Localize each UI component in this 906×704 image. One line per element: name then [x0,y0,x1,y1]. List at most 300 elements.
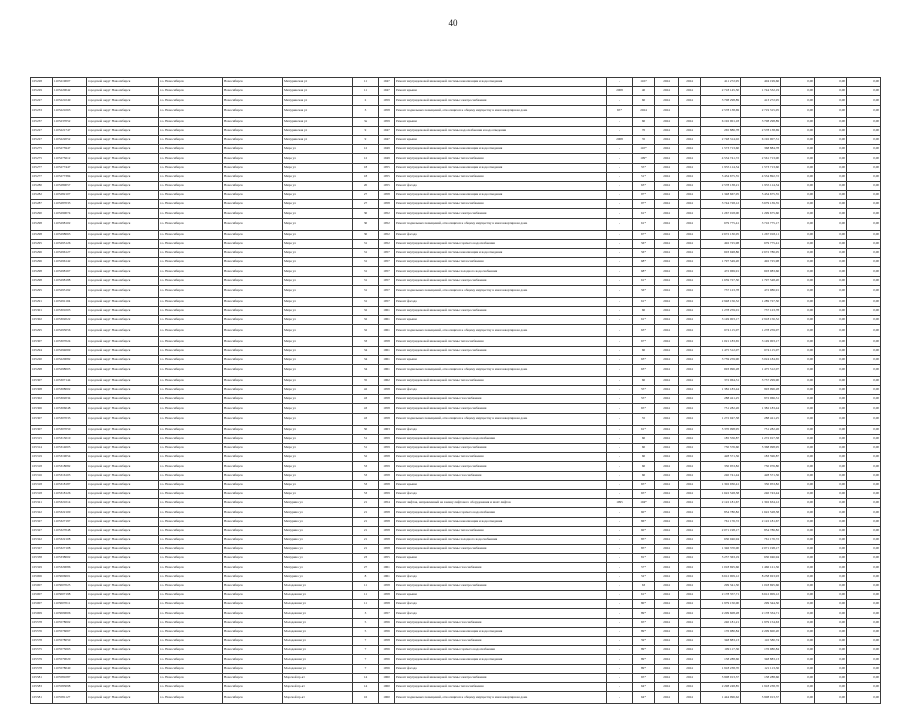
cell-wear-percent: 51* [633,172,655,181]
cell-wear-percent: 35 [633,135,655,144]
cell-house-id: 105228 [31,78,53,87]
cell-cost-fund: 176 980,84 [741,646,781,655]
cell-cost-fund: 183 596,87 [741,453,781,462]
cell-build-year: 1961 [379,355,395,364]
cell-last-repair-year: - [607,218,633,230]
cell-work-type: Ремонт внутридомовой инженерной системы электроснабжения [395,209,607,218]
cell-last-repair-year: - [607,434,633,443]
cell-street: Мира ул [283,276,353,285]
cell-house-number: 2 [353,96,379,105]
cell-build-year: 1958 [379,337,395,346]
cell-street: Мира ул [283,471,353,480]
cell-cost-fund: 737 123,78 [741,306,781,315]
cell-cost-total: 5 434 675,55 [701,172,741,181]
cell-cost-budget: 0,00 [781,96,815,105]
cell-street: Мира ул [283,297,353,306]
cell-object-code: 1105319054 [53,453,87,462]
cell-house-id: 105307 [31,413,53,425]
cell-locality: г.о. Новосибирск [159,126,223,135]
cell-city: Новосибирск [223,545,283,554]
cell-cost-local: 0,00 [815,489,847,498]
cell-plan-end: 2024 [679,682,701,691]
cell-object-code: 1105221049 [53,96,87,105]
table-row [31,664,881,673]
cell-last-repair-year: - [607,600,633,609]
cell-object-code: 1105294069 [53,346,87,355]
cell-cost-owners: 0,00 [847,499,881,508]
cell-cost-owners: 0,00 [847,425,881,434]
cell-work-type: Ремонт внутридомовой инженерной системы теплоснабжения [395,526,607,535]
cell-house-number: 31 [353,239,379,248]
cell-work-type: Ремонт фасада [395,600,607,609]
cell-cost-total: 1 302 930,41 [701,480,741,489]
cell-municipality: городской округ Новосибирск [87,554,159,563]
cell-plan-end: 2024 [679,306,701,315]
cell-street: Мира ул [283,453,353,462]
cell-city: Новосибирск [223,692,283,704]
cell-locality: г.о. Новосибирск [159,462,223,471]
cell-cost-fund: 404 199,66 [741,78,781,87]
cell-cost-owners: 0,00 [847,126,881,135]
cell-plan-start: 2024 [655,172,679,181]
cell-cost-total: 265 886,78 [701,126,741,135]
cell-plan-end: 2024 [679,297,701,306]
cell-wear-percent: 64* [633,692,655,704]
cell-plan-end: 2024 [679,230,701,239]
cell-house-number: 30 [353,218,379,230]
cell-locality: г.о. Новосибирск [159,545,223,554]
cell-cost-budget: 0,00 [781,209,815,218]
cell-work-type: Ремонт внутридомовой инженерной системы электроснабжения [395,673,607,682]
cell-work-type: Ремонт подвальных помещений, относящихся к общему имуществу в многоквартирном доме [395,413,607,425]
cell-object-code: 1105280057 [53,181,87,190]
cell-city: Новосибирск [223,682,283,691]
cell-build-year: 1958 [379,517,395,526]
cell-street: Мира ул [283,218,353,230]
cell-object-code: 1105575063 [53,646,87,655]
cell-cost-owners: 0,00 [847,636,881,645]
cell-street: Мира ул [283,209,353,218]
cell-plan-end: 2024 [679,554,701,563]
cell-cost-owners: 0,00 [847,591,881,600]
cell-cost-budget: 0,00 [781,471,815,480]
cell-cost-total: 1 346 370,00 [701,545,741,554]
cell-plan-start: 2024 [655,535,679,544]
cell-house-number: 7 [353,646,379,655]
cell-cost-fund: 299 344,50 [741,600,781,609]
cell-house-number: 12 [353,154,379,163]
cell-plan-end: 2024 [679,609,701,618]
cell-locality: г.о. Новосибирск [159,489,223,498]
table-row [31,526,881,535]
cell-build-year: 1958 [379,413,395,425]
cell-plan-end: 2024 [679,404,701,413]
cell-object-code: 1105298102 [53,218,87,230]
cell-last-repair-year: - [607,386,633,395]
cell-house-number: 27 [353,563,379,572]
cell-house-number: 3 [353,105,379,117]
cell-house-id: 105296 [31,258,53,267]
cell-wear-percent: 61* [633,297,655,306]
cell-work-type: Ремонт внутридомовой инженерной системы канализации и водоотведения [395,517,607,526]
cell-last-repair-year: - [607,258,633,267]
cell-cost-local: 0,00 [815,181,847,190]
cell-city: Новосибирск [223,499,283,508]
cell-plan-start: 2024 [655,434,679,443]
cell-last-repair-year: - [607,191,633,200]
cell-house-number: 21 [353,508,379,517]
cell-build-year: 1958 [379,480,395,489]
cell-house-number: 52 [353,453,379,462]
table-row [31,462,881,471]
table-row [31,618,881,627]
cell-street: Мичурина ул [283,545,353,554]
table-row [31,636,881,645]
cell-house-id: 105302 [31,316,53,325]
cell-cost-local: 0,00 [815,517,847,526]
cell-cost-budget: 0,00 [781,325,815,337]
cell-municipality: городской округ Новосибирск [87,117,159,126]
cell-build-year: 1956 [379,655,395,664]
cell-cost-fund: 751 282,26 [741,425,781,434]
cell-locality: г.о. Новосибирск [159,276,223,285]
cell-house-number: 33 [353,337,379,346]
cell-plan-start: 2024 [655,425,679,434]
cell-plan-end: 2024 [679,209,701,218]
cell-house-id: 105277 [31,163,53,172]
cell-house-number: 3a [353,117,379,126]
cell-object-code: 1105277447 [53,163,87,172]
cell-house-id: 105296 [31,249,53,258]
cell-cost-local: 0,00 [815,480,847,489]
cell-street: Морской пр-кт [283,692,353,704]
cell-municipality: городской округ Новосибирск [87,692,159,704]
cell-city: Новосибирск [223,230,283,239]
table-row [31,444,881,453]
cell-build-year: 1960 [379,673,395,682]
cell-work-type: Ремонт внутридомовой инженерной системы теплоснабжения [395,453,607,462]
cell-cost-budget: 0,00 [781,87,815,96]
cell-city: Новосибирск [223,517,283,526]
cell-plan-start: 2024 [655,117,679,126]
cell-wear-percent: 55 [633,413,655,425]
cell-last-repair-year: - [607,267,633,276]
cell-plan-end: 2024 [679,508,701,517]
cell-cost-local: 0,00 [815,462,847,471]
cell-house-id: 105579 [31,655,53,664]
cell-cost-budget: 0,00 [781,526,815,535]
cell-cost-owners: 0,00 [847,655,881,664]
cell-plan-end: 2024 [679,145,701,154]
cell-cost-owners: 0,00 [847,117,881,126]
cell-cost-fund: 492 725,98 [741,258,781,267]
cell-cost-budget: 0,00 [781,285,815,297]
cell-street: Молодежная ул [283,627,353,636]
cell-cost-owners: 0,00 [847,267,881,276]
cell-locality: г.о. Новосибирск [159,646,223,655]
cell-wear-percent: 60 [633,346,655,355]
cell-house-number: 21 [353,545,379,554]
cell-city: Новосибирск [223,664,283,673]
cell-house-id: 105277 [31,172,53,181]
cell-work-type: Ремонт фасада [395,572,607,581]
cell-municipality: городской округ Новосибирск [87,337,159,346]
cell-plan-start: 2024 [655,682,679,691]
cell-locality: г.о. Новосибирск [159,87,223,96]
cell-wear-percent: 63* [633,181,655,190]
cell-municipality: городской округ Новосибирск [87,413,159,425]
cell-municipality: городской округ Новосибирск [87,87,159,96]
cell-house-number: 31 [353,267,379,276]
cell-house-id: 105229 [31,87,53,96]
cell-house-number: 30 [353,230,379,239]
cell-cost-total: 1 979 150,00 [701,600,741,609]
cell-municipality: городской округ Новосибирск [87,258,159,267]
cell-cost-total: 603 948,86 [701,249,741,258]
cell-plan-start: 2024 [655,413,679,425]
cell-cost-total: 1 018 695,66 [701,563,741,572]
cell-cost-total: 2 071 198,17 [701,526,741,535]
cell-cost-fund: 3 679 139,35 [741,200,781,209]
cell-cost-local: 0,00 [815,444,847,453]
cell-build-year: 1960 [379,692,395,704]
cell-plan-start: 2024 [655,191,679,200]
cell-plan-start: 2024 [655,96,679,105]
cell-house-number: 32 [353,306,379,315]
cell-locality: г.о. Новосибирск [159,145,223,154]
cell-wear-percent: 2024 [633,105,655,117]
cell-last-repair-year: - [607,117,633,126]
cell-cost-owners: 0,00 [847,258,881,267]
cell-municipality: городской округ Новосибирск [87,306,159,315]
cell-cost-budget: 0,00 [781,600,815,609]
cell-last-repair-year: - [607,462,633,471]
cell-wear-percent: 109* [633,154,655,163]
cell-last-repair-year: - [607,554,633,563]
cell-locality: г.о. Новосибирск [159,636,223,645]
cell-cost-local: 0,00 [815,346,847,355]
cell-cost-local: 0,00 [815,618,847,627]
cell-house-id: 105007 [31,581,53,590]
cell-street: Молодежная ул [283,646,353,655]
cell-house-id: 105581 [31,692,53,704]
cell-city: Новосибирск [223,636,283,645]
table-row [31,325,881,337]
cell-plan-start: 2024 [655,627,679,636]
cell-object-code: 1105298167 [53,267,87,276]
cell-city: Новосибирск [223,376,283,385]
cell-cost-fund: 4 534 892,72 [741,172,781,181]
cell-plan-end: 2024 [679,581,701,590]
cell-locality: г.о. Новосибирск [159,78,223,87]
cell-build-year: 1958 [379,200,395,209]
cell-plan-start: 2024 [655,355,679,364]
cell-cost-local: 0,00 [815,499,847,508]
cell-cost-budget: 0,00 [781,413,815,425]
cell-cost-budget: 0,00 [781,78,815,87]
cell-house-number: 9 [353,126,379,135]
cell-house-number: 51 [353,434,379,443]
cell-cost-local: 0,00 [815,545,847,554]
cell-last-repair-year: - [607,154,633,163]
cell-street: Мичуринская ул [283,126,353,135]
cell-cost-local: 0,00 [815,105,847,117]
cell-municipality: городской округ Новосибирск [87,618,159,627]
cell-build-year: 1958 [379,526,395,535]
cell-cost-total: 6 192 901,18 [701,117,741,126]
cell-wear-percent: 63* [633,364,655,376]
cell-cost-total: 2 948 156,52 [701,297,741,306]
cell-house-number: 7 [353,636,379,645]
cell-city: Новосибирск [223,425,283,434]
cell-plan-start: 2024 [655,316,679,325]
cell-object-code: 1105290074 [53,209,87,218]
cell-cost-fund: 630 046,94 [741,554,781,563]
cell-last-repair-year: - [607,692,633,704]
cell-wear-percent: 52* [633,572,655,581]
cell-house-number: 34 [353,355,379,364]
cell-work-type: Ремонт подвальных помещений, относящихся к общему имуществу в многоквартирном доме [395,325,607,337]
cell-plan-start: 2024 [655,230,679,239]
cell-build-year: 1958 [379,105,395,117]
cell-locality: г.о. Новосибирск [159,306,223,315]
cell-locality: г.о. Новосибирск [159,355,223,364]
cell-plan-end: 2024 [679,535,701,544]
cell-cost-owners: 0,00 [847,209,881,218]
cell-cost-fund: 674 115,07 [741,346,781,355]
cell-cost-owners: 0,00 [847,471,881,480]
cell-plan-end: 2024 [679,425,701,434]
cell-house-number: 21 [353,499,379,508]
cell-cost-owners: 0,00 [847,434,881,443]
cell-house-number: 20 [353,181,379,190]
cell-house-id: 105280 [31,181,53,190]
cell-house-number: 42 [353,386,379,395]
cell-plan-end: 2024 [679,591,701,600]
cell-last-repair-year: - [607,471,633,480]
cell-house-number: 8 [353,572,379,581]
cell-cost-total: 1 021 183,65 [701,337,741,346]
cell-object-code: 1105006001 [53,572,87,581]
cell-locality: г.о. Новосибирск [159,337,223,346]
cell-build-year: 1960 [379,682,395,691]
cell-locality: г.о. Новосибирск [159,508,223,517]
table-row [31,316,881,325]
cell-city: Новосибирск [223,346,283,355]
cell-locality: г.о. Новосибирск [159,673,223,682]
cell-object-code: 1105007198 [53,591,87,600]
cell-plan-end: 2024 [679,276,701,285]
cell-cost-fund: 2 178 334,71 [741,609,781,618]
cell-street: Мира ул [283,306,353,315]
cell-house-number: 43 [353,413,379,425]
cell-object-code: 1105327197 [53,517,87,526]
cell-last-repair-year: - [607,591,633,600]
cell-plan-end: 2024 [679,444,701,453]
cell-municipality: городской округ Новосибирск [87,78,159,87]
cell-street: Мичуринская ул [283,96,353,105]
cell-municipality: городской округ Новосибирск [87,609,159,618]
cell-cost-budget: 0,00 [781,404,815,413]
cell-plan-start: 2024 [655,692,679,704]
cell-street: Мичуринская ул [283,105,353,117]
cell-street: Мира ул [283,200,353,209]
cell-house-number: 12 [353,145,379,154]
cell-cost-owners: 0,00 [847,337,881,346]
cell-build-year: 1956 [379,646,395,655]
cell-city: Новосибирск [223,337,283,346]
cell-municipality: городской округ Новосибирск [87,285,159,297]
cell-cost-local: 0,00 [815,655,847,664]
table-row [31,154,881,163]
cell-municipality: городской округ Новосибирск [87,471,159,480]
cell-build-year: 1957 [379,285,395,297]
cell-municipality: городской округ Новосибирск [87,517,159,526]
cell-plan-start: 2024 [655,181,679,190]
cell-cost-owners: 0,00 [847,395,881,404]
cell-build-year: 1955 [379,554,395,563]
cell-cost-fund: 413 272,95 [741,96,781,105]
cell-plan-end: 2024 [679,239,701,248]
cell-wear-percent: 68* [633,267,655,276]
table-row [31,346,881,355]
table-row [31,489,881,498]
cell-build-year: 1956 [379,618,395,627]
cell-municipality: городской округ Новосибирск [87,376,159,385]
cell-cost-total: 3 744 728,12 [701,200,741,209]
cell-city: Новосибирск [223,209,283,218]
cell-city: Новосибирск [223,444,283,453]
cell-house-number: 31 [353,285,379,297]
cell-last-repair-year: - [607,209,633,218]
cell-last-repair-year: - [607,355,633,364]
table-row [31,600,881,609]
cell-cost-fund: 603 983,66 [741,267,781,276]
cell-street: Мира ул [283,239,353,248]
cell-cost-total: 288 421,25 [701,395,741,404]
cell-plan-end: 2024 [679,249,701,258]
cell-plan-end: 2024 [679,618,701,627]
cell-locality: г.о. Новосибирск [159,655,223,664]
cell-street: Морской пр-кт [283,673,353,682]
cell-cost-budget: 0,00 [781,499,815,508]
cell-municipality: городской округ Новосибирск [87,346,159,355]
cell-cost-owners: 0,00 [847,563,881,572]
cell-locality: г.о. Новосибирск [159,163,223,172]
cell-last-repair-year: - [607,682,633,691]
table-row [31,181,881,190]
cell-cost-local: 0,00 [815,554,847,563]
cell-plan-start: 2024 [655,306,679,315]
cell-city: Новосибирск [223,163,283,172]
cell-cost-total: 1 475 512,07 [701,346,741,355]
cell-work-type: Ремонт подвальных помещений, относящихся к общему имуществу в многоквартирном доме [395,105,607,117]
cell-cost-budget: 0,00 [781,655,815,664]
cell-plan-end: 2024 [679,258,701,267]
cell-cost-fund: 993 996,28 [741,386,781,395]
cell-build-year: 1947 [379,78,395,87]
cell-object-code: 1105282107 [53,191,87,200]
cell-wear-percent: 86* [633,517,655,526]
cell-work-type: Ремонт фасада [395,609,607,618]
cell-object-code: 1105322108 [53,535,87,544]
cell-plan-start: 2024 [655,297,679,306]
cell-object-code: 1105318126 [53,489,87,498]
cell-cost-owners: 0,00 [847,297,881,306]
cell-plan-start: 2024 [655,267,679,276]
cell-house-id: 105295 [31,285,53,297]
cell-cost-budget: 0,00 [781,297,815,306]
